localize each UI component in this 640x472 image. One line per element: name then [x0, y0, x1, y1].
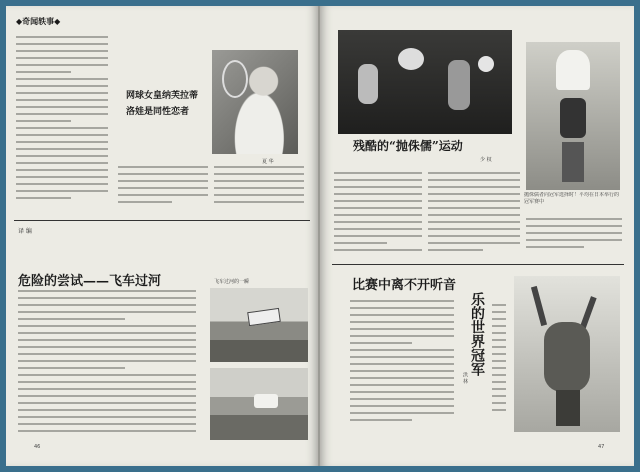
car-jump-photo-top [210, 288, 308, 362]
article-text-column [492, 304, 506, 424]
left-page [6, 6, 318, 466]
music-headline-vertical: 乐的世界冠军 [469, 292, 485, 376]
article-text-column [428, 172, 520, 256]
section-divider [14, 220, 310, 221]
tennis-author: 夏 华 [262, 159, 274, 165]
dwarf-throwing-photo [338, 30, 512, 134]
article-text-column [334, 172, 422, 256]
dwarf-champion-photo [526, 42, 620, 190]
article-text-column [214, 166, 304, 214]
weightlifter-statue-photo [514, 276, 620, 432]
tennis-headline: 网球女皇纳芙拉蒂洛娃是同性恋者 [126, 91, 199, 117]
section-divider [332, 264, 624, 265]
dwarf-headline: 残酷的“抛侏儒”运动 [350, 136, 466, 155]
car-headline: 危险的尝试——飞车过河 [18, 274, 162, 289]
page-number: 46 [34, 444, 41, 450]
dwarf-author: 少 权 [480, 157, 492, 163]
page-number: 47 [598, 444, 605, 450]
music-author: 洪 林 [462, 372, 468, 384]
car-jump-photo-bottom [210, 368, 308, 440]
article-text-column [18, 290, 196, 440]
right-page [320, 6, 634, 466]
dwarf-photo-caption: 抛侏儒者向冠军选择时！平均在日本举行的冠军赛中 [524, 192, 620, 205]
car-photo-caption: 飞车过河的一瞬 [214, 279, 250, 285]
tennis-player-photo [212, 50, 298, 154]
article-text-column [16, 36, 108, 212]
diamond-icon: ◆ [54, 16, 61, 26]
music-headline-line1: 比赛中离不开听音 [352, 278, 457, 293]
article-text-column [350, 300, 454, 430]
diamond-icon: ◆ [16, 16, 23, 26]
sub-section-label: 译 编 [18, 228, 32, 235]
article-text-column [526, 218, 622, 258]
section-label: ◆奇闻轶事◆ [16, 16, 61, 26]
article-text-column [118, 166, 208, 214]
